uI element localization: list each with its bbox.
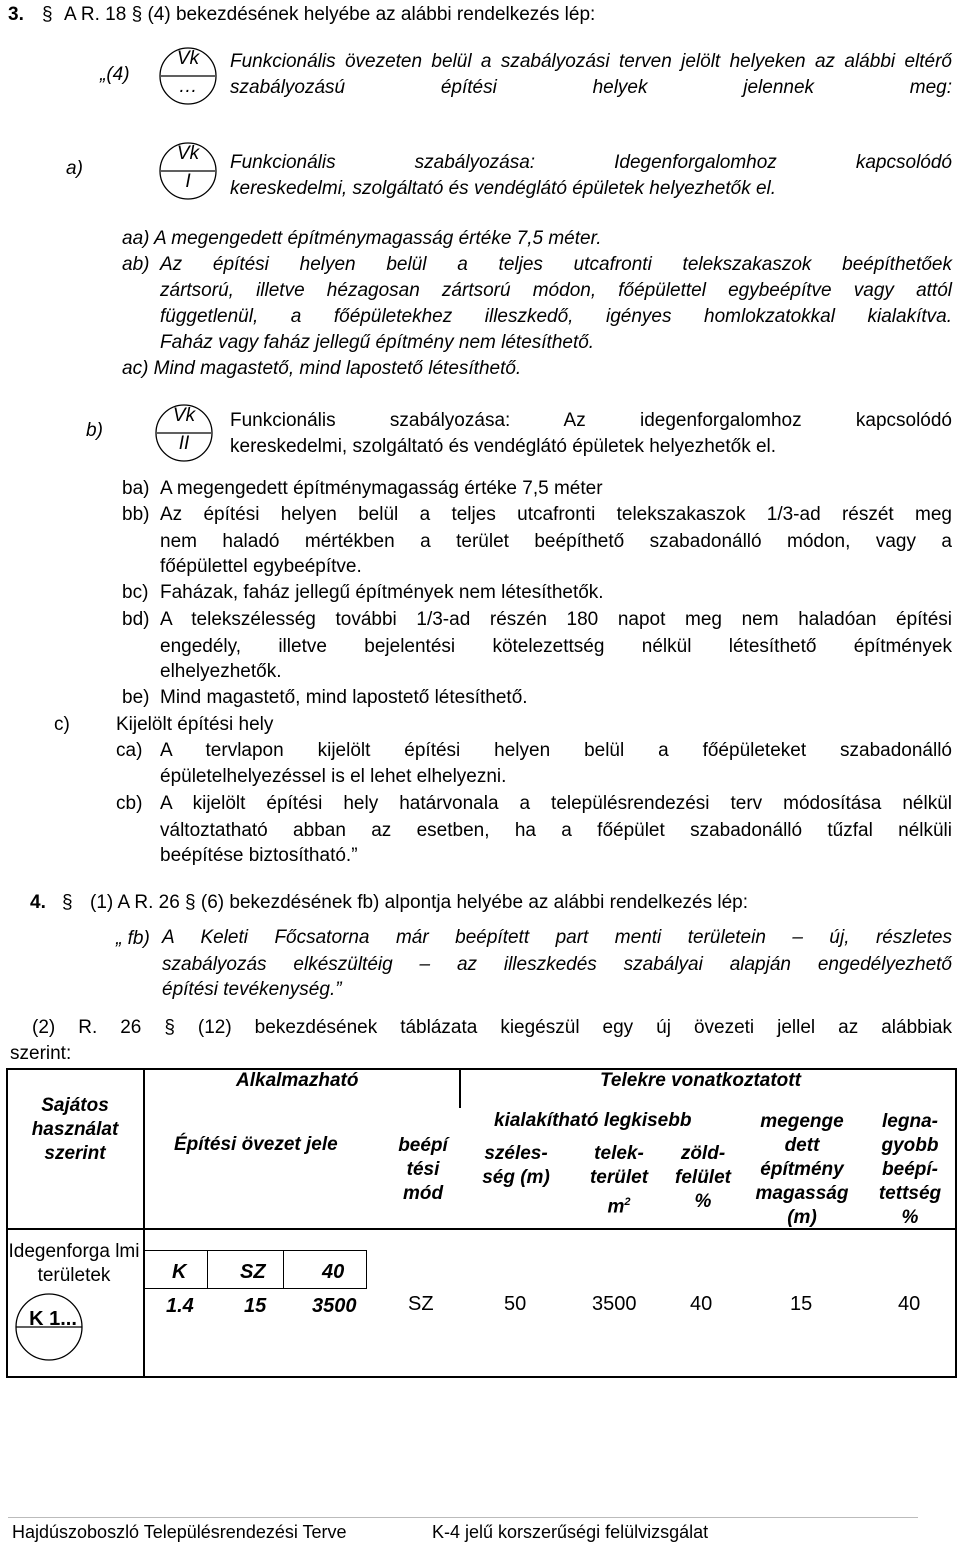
- item-bd-line3: elhelyezhetők.: [160, 661, 282, 682]
- item-cb-line1: A kijelölt építési hely határvonala a településrendezési terv módosítása nélkül: [160, 793, 952, 814]
- item-fb-line2: szabályozás elkészültéig – az illeszkedés szabályai alapján engedélyezhető: [162, 954, 952, 975]
- item-ca-line2: épületelhelyezéssel is el lehet elhelyezni.: [160, 766, 507, 787]
- table-border: [143, 1068, 145, 1378]
- item-bb-line2: nem haladó mértékben a terület beépíthető szabadonálló módon, vagy a: [160, 531, 952, 552]
- header-kialakithato: kialakítható legkisebb: [494, 1110, 692, 1131]
- zone-symbol-a: [158, 141, 218, 201]
- table-border: [144, 1250, 366, 1251]
- footer-right: K-4 jelű korszerűségi felülvizsgálat: [432, 1522, 709, 1542]
- item-bb-label: bb): [122, 504, 150, 525]
- item-fb-line3: építési tevékenység.”: [162, 979, 342, 1000]
- row-code: K 1...: [29, 1308, 77, 1330]
- item-b-line1: Funkcionális szabályozása: Az idegenforgalomhoz kapcsolódó: [230, 410, 952, 431]
- item-ab-line4: Faház vagy faház jellegű építmény nem létesíthető.: [160, 332, 595, 353]
- value-magassag: 15: [790, 1293, 813, 1315]
- header-beepitesi-mod: beépí tési mód: [398, 1135, 448, 1204]
- table-border: [144, 1288, 366, 1289]
- item-fb-line1: A Keleti Főcsatorna már beépített part menti területein – új, részletes: [162, 927, 952, 948]
- section-heading: A R. 18 § (4) bekezdésének helyébe az alábbi rendelkezés lép:: [64, 4, 596, 25]
- item-bc-label: bc): [122, 582, 149, 603]
- zone-symbol-top: Vk: [176, 48, 200, 69]
- zone-symbol: [158, 46, 218, 106]
- item-bb-line1: Az építési helyen belül a teljes utcafronti telekszakaszok 1/3-ad részét meg: [160, 504, 952, 525]
- paragraph-2-line2: szerint:: [10, 1043, 72, 1064]
- section-sign: §: [42, 4, 53, 25]
- item-fb-label: „ fb): [116, 928, 150, 949]
- section-sign: §: [62, 892, 73, 913]
- item-ca-line1: A tervlapon kijelölt építési helyen belül a főépületeket szabadonálló: [160, 740, 952, 761]
- table-border: [6, 1376, 956, 1378]
- item-ab-line2: zártsorú, illetve hézagosan zártsorú módon, főépülettel egybeépítve vagy attól: [160, 280, 952, 301]
- item-ba-label: ba): [122, 478, 150, 499]
- item-bb-line3: főépülettel egybeépítve.: [160, 556, 362, 577]
- item-ab-line1: Az építési helyen belül a teljes utcafronti telekszakaszok beépíthetőek: [160, 254, 952, 275]
- table-border: [955, 1068, 957, 1378]
- zone-symbol-top: Vk: [176, 143, 200, 164]
- item-be: Mind magastető, mind lapostető létesíthető.: [160, 687, 528, 708]
- item-b-label: b): [86, 420, 103, 441]
- item-bc: Faházak, faház jellegű építmények nem létesíthetők.: [160, 582, 604, 603]
- item-ca-label: ca): [116, 740, 143, 761]
- header-szelesseg: széles-ség (m): [482, 1143, 550, 1188]
- value-szelesseg: 50: [504, 1293, 527, 1315]
- item-c-label: c): [54, 714, 70, 735]
- item-a-label: a): [66, 158, 83, 179]
- value-mod: SZ: [408, 1293, 434, 1315]
- item-ba: A megengedett építménymagasság értéke 7,5 méter: [160, 478, 603, 499]
- header-telekterulet-unit: m: [607, 1196, 625, 1218]
- header-legnagyobb: legna-gyobb beépí-tettség %: [878, 1111, 942, 1228]
- value-zoldfelulet: 40: [690, 1293, 713, 1315]
- item-b-line2: kereskedelmi, szolgáltató és vendéglátó épületek helyezhetők el.: [230, 436, 777, 457]
- header-epitesi-ovezet: Építési övezet jele: [174, 1134, 338, 1155]
- symbol-15: 15: [244, 1295, 267, 1317]
- header-alkalmazhato: Alkalmazható: [236, 1070, 359, 1091]
- section-number: 4.: [30, 892, 46, 913]
- symbol-k: K: [172, 1261, 187, 1283]
- table-border: [459, 1068, 461, 1108]
- item-ac: ac) Mind magastető, mind lapostető létesíthető.: [122, 358, 522, 379]
- header-telekterulet-sup: 2: [624, 1196, 631, 1208]
- header-telekterulet-label: telek-terület: [589, 1143, 649, 1188]
- paragraph-text: Funkcionális övezeten belül a szabályozási terven jelölt helyeken az alábbi eltérő szabályozású építési helyek jelennek meg:: [230, 51, 952, 98]
- item-bd-line2: engedély, illetve bejelentési kötelezettség nélkül létesíthető építmények: [160, 636, 952, 657]
- table-border: [6, 1068, 8, 1378]
- item-cb-line3: beépítése biztosítható.”: [160, 845, 358, 866]
- table-border: [207, 1250, 208, 1289]
- item-a-line2: kereskedelmi, szolgáltató és vendéglátó épületek helyezhetők el.: [230, 178, 777, 199]
- zone-symbol-bottom: …: [178, 76, 198, 97]
- footer-left: Hajdúszoboszló Településrendezési Terve: [12, 1522, 347, 1542]
- zone-symbol-bottom: II: [178, 433, 190, 454]
- symbol-14: 1.4: [166, 1295, 194, 1317]
- section-heading: (1) A R. 26 § (6) bekezdésének fb) alpontja helyébe az alábbi rendelkezés lép:: [90, 892, 749, 913]
- row-type: Idegenforga lmi területek: [8, 1241, 140, 1286]
- paragraph-2-line1: (2) R. 26 § (12) bekezdésének táblázata kiegészül egy új övezeti jellel az alábbiak: [32, 1017, 952, 1038]
- zone-symbol-top: Vk: [172, 405, 196, 426]
- header-sajatos: Sajátos használat szerint: [31, 1095, 119, 1164]
- value-terulet: 3500: [592, 1293, 637, 1315]
- item-bd-line1: A telekszélesség további 1/3-ad részén 180 napot meg nem haladóan építési: [160, 609, 952, 630]
- item-cb-line2: változtatható abban az esetben, ha a főépület szabadonálló tűzfal nélküli: [160, 820, 952, 841]
- value-beepitettseg: 40: [898, 1293, 921, 1315]
- item-ab-label: ab): [122, 254, 150, 275]
- item-c-title: Kijelölt építési hely: [116, 714, 274, 735]
- table-border: [6, 1068, 956, 1070]
- symbol-40: 40: [322, 1261, 345, 1283]
- header-zoldfelulet: zöld-felület %: [675, 1143, 731, 1212]
- item-a-line1: Funkcionális szabályozása: Idegenforgalomhoz kapcsolódó: [230, 152, 952, 173]
- item-be-label: be): [122, 687, 150, 708]
- table-border: [283, 1250, 284, 1289]
- section-number: 3.: [8, 4, 24, 25]
- zone-symbol-b: [154, 403, 214, 463]
- header-telekre: Telekre vonatkoztatott: [600, 1070, 801, 1091]
- header-megengedett: megenge dett építmény magasság (m): [755, 1111, 849, 1228]
- symbol-3500: 3500: [312, 1295, 357, 1317]
- paragraph-label: „(4): [100, 64, 130, 85]
- item-cb-label: cb): [116, 793, 143, 814]
- header-telekterulet: [580, 1142, 658, 1219]
- symbol-sz: SZ: [240, 1261, 266, 1283]
- footer-divider: [8, 1517, 918, 1518]
- zone-symbol-bottom: I: [185, 171, 191, 192]
- item-ab-line3: függetlenül, a főépületekhez illeszkedő, igényes homlokzatokkal kialakítva.: [160, 306, 952, 327]
- item-bd-label: bd): [122, 609, 150, 630]
- item-aa: aa) A megengedett építménymagasság értéke 7,5 méter.: [122, 228, 602, 249]
- table-border: [366, 1250, 367, 1289]
